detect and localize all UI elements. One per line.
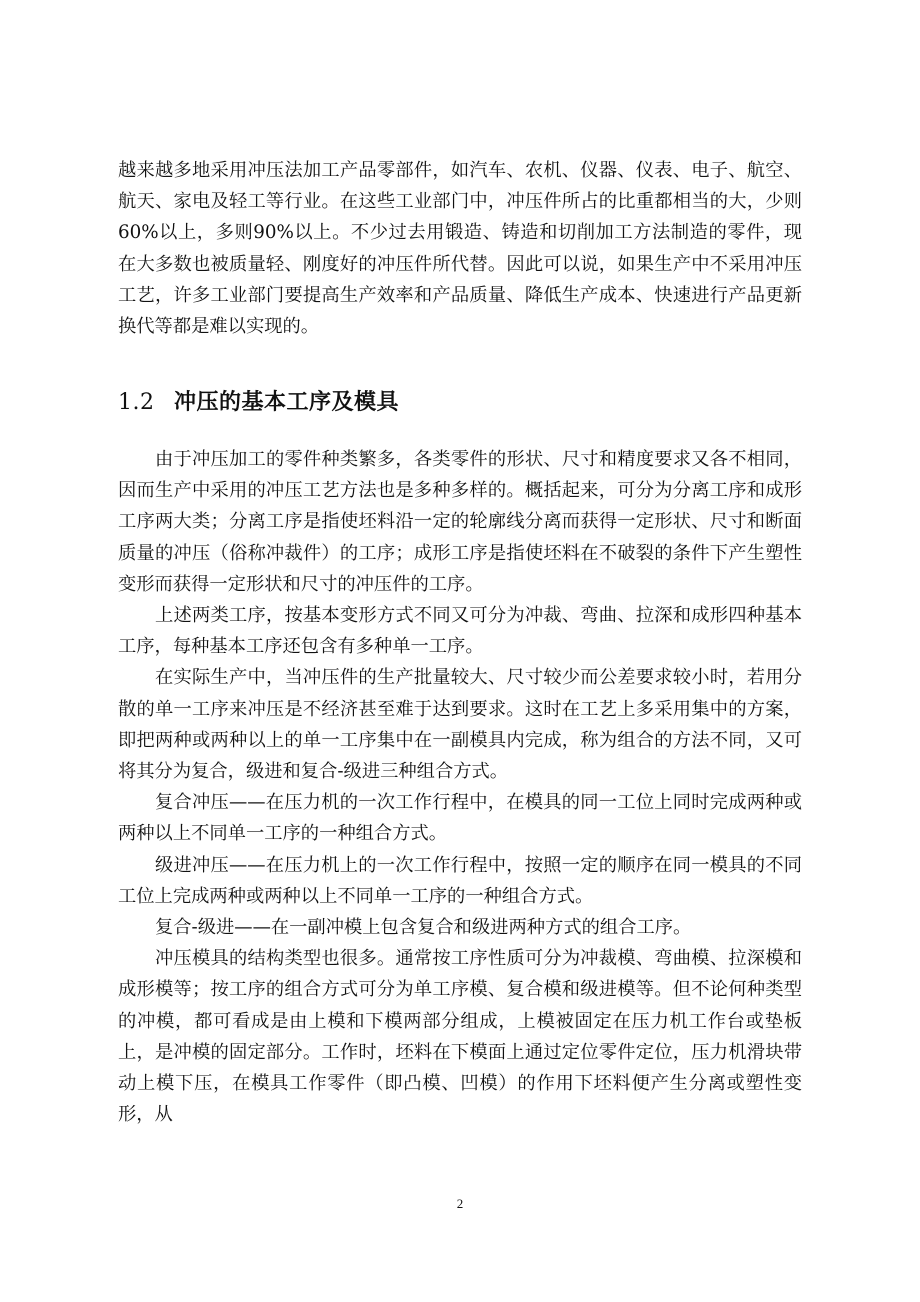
section-number: 1.2 bbox=[118, 390, 155, 415]
section-body bbox=[118, 444, 802, 1130]
paragraph: 由于冲压加工的零件种类繁多，各类零件的形状、尺寸和精度要求又各不相同，因而生产中采用的冲压工艺方法也是多种多样的。概括起来，可分为分离工序和成形工序两大类；分离工序是指使坯料沿一定的轮廓线分离而获得一定形状、尺寸和断面质量的冲压（俗称冲裁件）的工序；成形工序是指使坯料在不破裂的条件下产生塑性变形而获得一定形状和尺寸的冲压件的工序。 bbox=[118, 449, 802, 595]
paragraph: 上述两类工序，按基本变形方式不同又可分为冲裁、弯曲、拉深和成形四种基本工序，每种基本工序还包含有多种单一工序。 bbox=[118, 605, 802, 658]
page-number: 2 bbox=[456, 1196, 464, 1211]
paragraph-continued: 越来越多地采用冲压法加工产品零部件，如汽车、农机、仪器、仪表、电子、航空、航天、家电及轻工等行业。在这些工业部门中，冲压件所占的比重都相当的大，少则60%以上，多则90%以上。不少过去用锻造、铸造和切削加工方法制造的零件，现在大多数也被质量轻、刚度好的冲压件所代替。因此可以说，如果生产中不采用冲压工艺，许多工业部门要提高生产效率和产品质量、降低生产成本、快速进行产品更新换代等都是难以实现的。 bbox=[118, 160, 802, 338]
paragraph: 复合-级进——在一副冲模上包含复合和级进两种方式的组合工序。 bbox=[155, 917, 692, 939]
paragraph: 在实际生产中，当冲压件的生产批量较大、尺寸较少而公差要求较小时，若用分散的单一工序来冲压是不经济甚至难于达到要求。这时在工艺上多采用集中的方案，即把两种或两种以上的单一工序集中在一副模具内完成，称为组合的方法不同，又可将其分为复合，级进和复合-级进三种组合方式。 bbox=[118, 667, 802, 783]
section-heading bbox=[118, 385, 399, 416]
section-title: 冲压的基本工序及模具 bbox=[174, 389, 400, 415]
paragraph: 级进冲压——在压力机上的一次工作行程中，按照一定的顺序在同一模具的不同工位上完成两种或两种以上不同单一工序的一种组合方式。 bbox=[118, 854, 802, 907]
paragraph: 冲压模具的结构类型也很多。通常按工序性质可分为冲裁模、弯曲模、拉深模和成形模等；按工序的组合方式可分为单工序模、复合模和级进模等。但不论何种类型的冲模，都可看成是由上模和下模两部分组成，上模被固定在压力机工作台或垫板上，是冲模的固定部分。工作时，坯料在下模面上通过定位零件定位，压力机滑块带动上模下压，在模具工作零件（即凸模、凹模）的作用下坯料便产生分离或塑性变形，从 bbox=[118, 948, 802, 1126]
text-block-top bbox=[118, 155, 802, 342]
paragraph: 复合冲压——在压力机的一次工作行程中，在模具的同一工位上同时完成两种或两种以上不同单一工序的一种组合方式。 bbox=[118, 792, 802, 845]
